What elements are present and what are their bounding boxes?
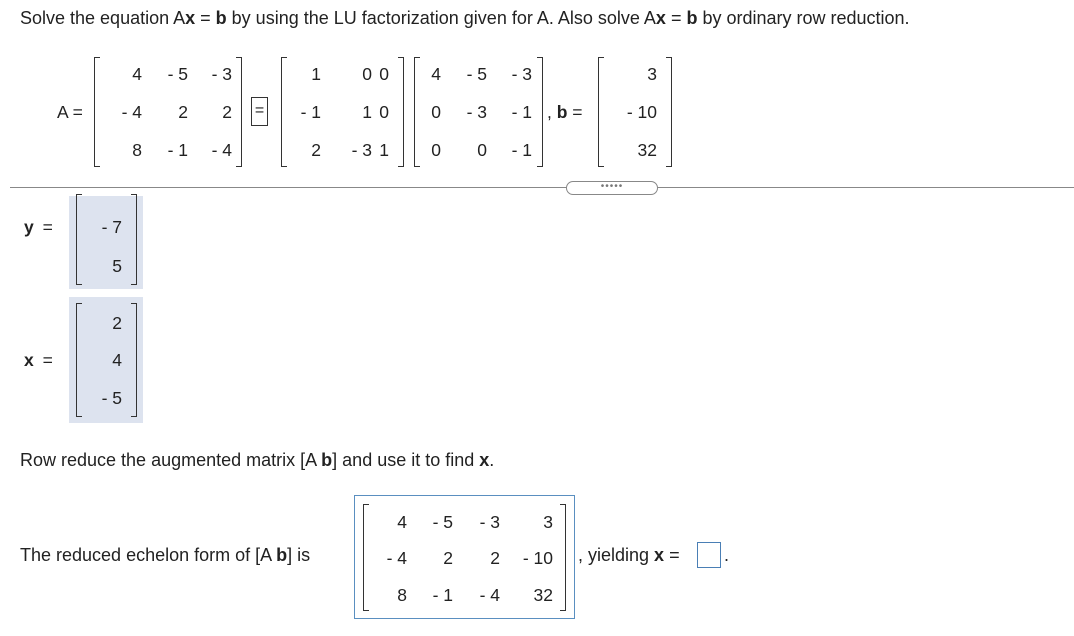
answer-value: - 5 (101, 388, 122, 408)
bracket-left (76, 303, 82, 417)
matrix-cell[interactable]: 8 (397, 585, 407, 605)
matrix-cell: 4 (132, 64, 142, 84)
bracket-right (560, 504, 566, 611)
row-reduce-instruction (20, 450, 494, 471)
matrix-cell: - 3 (211, 64, 232, 84)
answer-value: - 7 (101, 217, 122, 237)
reduced-echelon-label (20, 545, 310, 566)
x-label (24, 350, 53, 371)
matrix-cell: 8 (132, 140, 142, 160)
equals-sign: = (665, 8, 687, 28)
vector-b: b (276, 545, 288, 565)
matrix-cell[interactable]: - 5 (432, 512, 453, 532)
matrix-cell: 0 (379, 64, 389, 84)
matrix-cell[interactable]: 32 (533, 585, 553, 605)
matrix-cell: 0 (477, 140, 487, 160)
bracket-left (94, 57, 100, 167)
matrix-cell: 2 (311, 140, 321, 160)
answer-value: 4 (112, 350, 122, 370)
matrix-cell[interactable]: 3 (543, 512, 553, 532)
matrix-cell[interactable]: - 4 (479, 585, 500, 605)
matrix-cell: - 10 (626, 102, 657, 122)
section-divider (10, 187, 1074, 188)
matrix-cell: - 1 (167, 140, 188, 160)
bracket-right (537, 57, 543, 167)
instruction-text: Row reduce the augmented matrix [A (20, 450, 322, 470)
yielding-label: , yielding (578, 545, 655, 565)
vector-x: x (185, 8, 196, 28)
question-text-part: by using the LU factorization given for A. Also solve A (226, 8, 656, 28)
matrix-cell: - 5 (466, 64, 487, 84)
x-answer-input[interactable] (697, 542, 721, 568)
y-label (24, 217, 53, 238)
matrix-cell: 32 (637, 140, 657, 160)
matrix-cell: - 3 (351, 140, 372, 160)
comma: , (547, 102, 557, 122)
yielding-text (578, 545, 680, 566)
matrix-cell: 3 (647, 64, 657, 84)
matrix-cell: - 1 (511, 102, 532, 122)
matrix-A-label: A = (57, 102, 83, 122)
label-text: The reduced echelon form of [A (20, 545, 277, 565)
question-text (20, 8, 910, 29)
equals-sign: = (664, 545, 680, 565)
expand-toggle-button[interactable]: ••••• (566, 181, 658, 195)
y-answer-box (69, 196, 143, 289)
bracket-left (363, 504, 369, 611)
matrix-cell: 0 (362, 64, 372, 84)
matrix-cell: - 4 (211, 140, 232, 160)
matrix-cell[interactable]: 2 (443, 548, 453, 568)
equals-sign: = (195, 8, 216, 28)
bracket-right (666, 57, 672, 167)
matrix-cell: - 5 (167, 64, 188, 84)
bracket-right (131, 303, 137, 417)
matrix-cell: 1 (311, 64, 321, 84)
matrix-cell: 0 (379, 102, 389, 122)
equals-sign: = (37, 350, 53, 370)
label-text: ] is (287, 545, 311, 565)
bracket-right (236, 57, 242, 167)
vector-b: b (215, 8, 227, 28)
equals-sign: = (37, 217, 53, 237)
x-answer-box (69, 297, 143, 423)
matrix-cell: 0 (431, 140, 441, 160)
vector-b-label (547, 102, 583, 123)
bracket-right (131, 194, 137, 285)
vector-x: x (24, 350, 34, 370)
question-text-part: Solve the equation A (20, 8, 186, 28)
period: . (724, 545, 730, 565)
vector-y: y (24, 217, 34, 237)
answer-value: 5 (112, 256, 122, 276)
matrix-cell: 2 (178, 102, 188, 122)
matrix-cell: 1 (362, 102, 372, 122)
vector-x: x (654, 545, 665, 565)
bracket-left (414, 57, 420, 167)
equals-sign: = (567, 102, 583, 122)
matrix-cell: - 3 (511, 64, 532, 84)
bracket-left (598, 57, 604, 167)
matrix-cell: - 1 (511, 140, 532, 160)
instruction-text: . (489, 450, 495, 470)
matrix-cell: - 3 (466, 102, 487, 122)
vector-b: b (321, 450, 333, 470)
matrix-cell[interactable]: 2 (490, 548, 500, 568)
equals-text: = (254, 102, 265, 119)
vector-x: x (655, 8, 666, 28)
matrix-cell: - 1 (300, 102, 321, 122)
matrix-cell[interactable]: - 4 (386, 548, 407, 568)
bracket-right (398, 57, 404, 167)
answer-value: 2 (112, 313, 122, 333)
augmented-matrix-input[interactable] (354, 495, 575, 619)
matrix-cell: 1 (379, 140, 389, 160)
instruction-text: ] and use it to find (332, 450, 480, 470)
matrix-cell: - 4 (121, 102, 142, 122)
matrix-cell[interactable]: - 10 (522, 548, 553, 568)
bracket-left (76, 194, 82, 285)
matrix-cell: 2 (222, 102, 232, 122)
question-text-part: by ordinary row reduction. (697, 8, 910, 28)
equals-sign (251, 97, 268, 126)
vector-b: b (556, 102, 568, 122)
matrix-cell[interactable]: 4 (397, 512, 407, 532)
matrix-cell: 4 (431, 64, 441, 84)
bracket-left (281, 57, 287, 167)
matrix-cell: 0 (431, 102, 441, 122)
vector-b: b (686, 8, 698, 28)
vector-x: x (479, 450, 490, 470)
matrix-cell[interactable]: - 1 (432, 585, 453, 605)
matrix-cell[interactable]: - 3 (479, 512, 500, 532)
